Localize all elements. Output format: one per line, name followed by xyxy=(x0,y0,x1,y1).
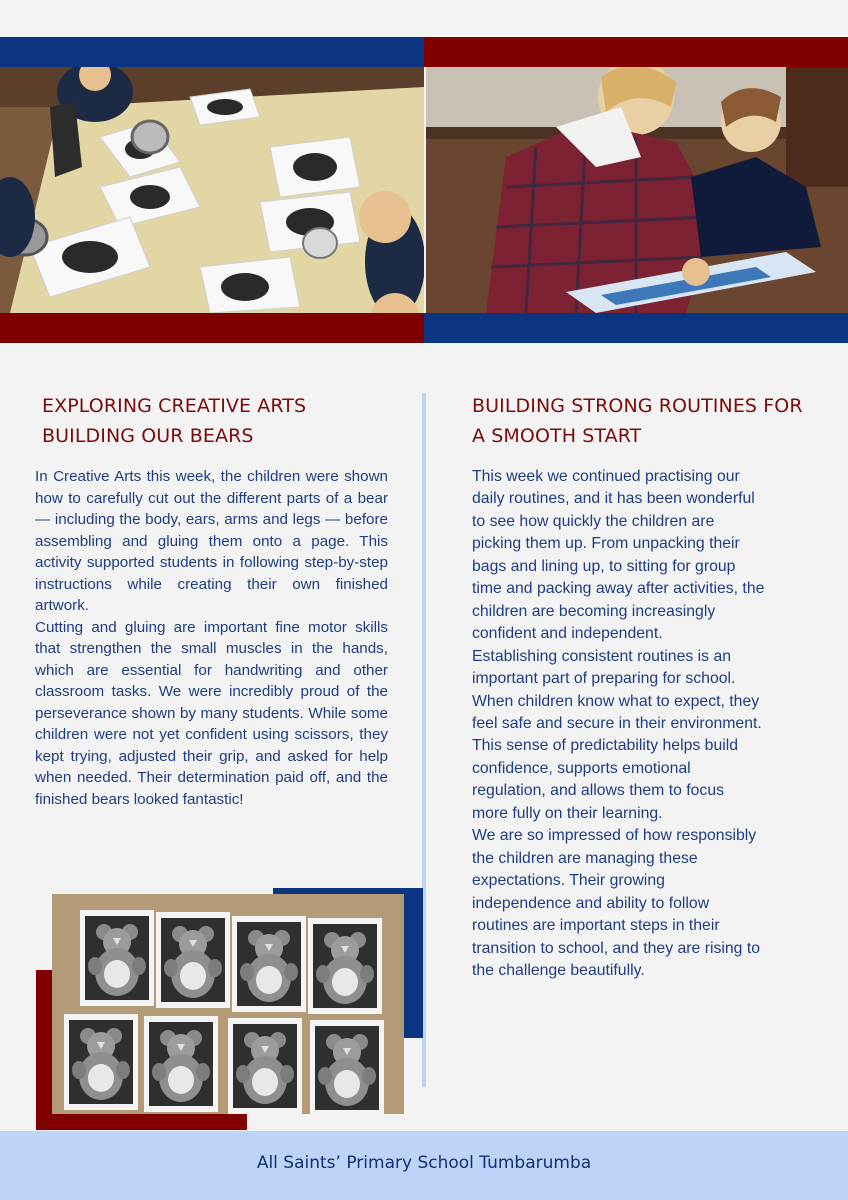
routines-line: daily routines, and it has been wonderful xyxy=(472,490,755,508)
creative-arts-heading-line2: BUILDING OUR BEARS xyxy=(42,425,254,447)
routines-line: important part of preparing for school. xyxy=(472,670,736,688)
footer-school-name: All Saints’ Primary School Tumbarumba xyxy=(256,1153,592,1173)
routines-line: picking them up. From unpacking their xyxy=(472,535,740,553)
creative-arts-paragraph-2: Cutting and gluing are important fine motor skills that strengthen the small muscles in the hands, which are essential for handwriting and other classroom tasks. We were incredibly proud of the perseverance shown by many students. While some children were not yet confident using scissors, they kept trying, adjusted their grip, and asked for help when needed. Their determination paid off, and the finished bears looked fantastic! xyxy=(35,618,388,808)
routines-line: time and packing away after activities, the xyxy=(472,580,765,598)
routines-line: the challenge beautifully. xyxy=(472,961,645,979)
routines-line: confidence, supports emotional xyxy=(472,759,691,777)
creative-arts-heading-line1: EXPLORING CREATIVE ARTS xyxy=(42,395,307,417)
footer-bar xyxy=(0,1131,848,1200)
routines-line: When children know what to expect, they xyxy=(472,692,760,710)
top-band-navy-left xyxy=(0,37,424,67)
creative-arts-body xyxy=(35,466,388,810)
routines-line: feel safe and secure in their environment. xyxy=(472,714,762,732)
photo-children-cutting-bears xyxy=(0,67,424,313)
routines-line: independence and ability to follow xyxy=(472,894,710,912)
routines-line: children are becoming increasingly xyxy=(472,602,716,620)
photo-buddy-reading xyxy=(426,67,848,313)
routines-line: confident and independent. xyxy=(472,625,663,643)
photo-finished-bear-artworks xyxy=(52,894,404,1114)
routines-line: the children are managing these xyxy=(472,849,698,867)
routines-heading xyxy=(472,391,803,451)
routines-body xyxy=(472,466,822,982)
top-band-maroon-right xyxy=(424,37,848,67)
routines-line: transition to school, and they are rising to xyxy=(472,939,761,957)
routines-line: We are so impressed of how responsibly xyxy=(472,827,757,845)
routines-line: This sense of predictability helps build xyxy=(472,737,739,755)
routines-heading-line1: BUILDING STRONG ROUTINES FOR xyxy=(472,395,803,417)
routines-line: Establishing consistent routines is an xyxy=(472,647,732,665)
creative-arts-heading xyxy=(42,391,306,451)
routines-line: This week we continued practising our xyxy=(472,468,740,485)
routines-line: bags and lining up, to sitting for group xyxy=(472,557,736,575)
routines-line: to see how quickly the children are xyxy=(472,512,715,530)
bottom-band-navy-right xyxy=(424,313,848,343)
routines-line: expectations. Their growing xyxy=(472,872,665,890)
routines-line: more fully on their learning. xyxy=(472,804,663,822)
routines-heading-line2: A SMOOTH START xyxy=(472,425,642,447)
routines-line: regulation, and allows them to focus xyxy=(472,782,725,800)
bottom-band-maroon-left xyxy=(0,313,424,343)
creative-arts-paragraph-1: In Creative Arts this week, the children were shown how to carefully cut out the different parts of a bear — including the body, ears, arms and legs — before assembling and gluing them onto a page. This activity supported students in following step-by-step instructions while creating their own finished artwork. xyxy=(35,468,388,614)
routines-line: routines are important steps in their xyxy=(472,917,720,935)
